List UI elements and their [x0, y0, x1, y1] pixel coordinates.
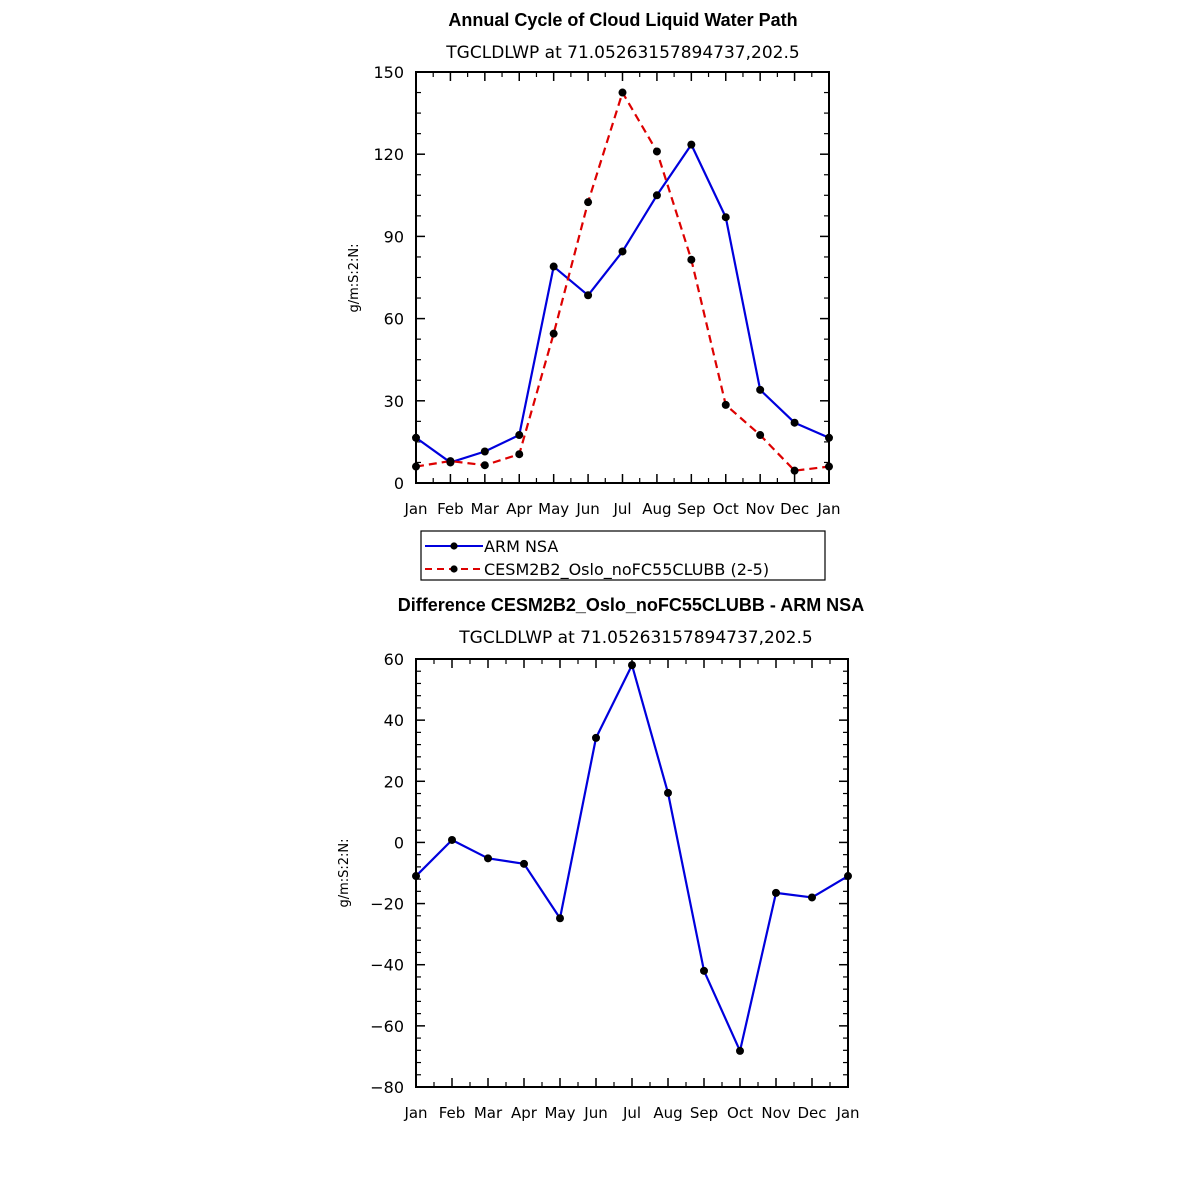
plot-frame [416, 659, 848, 1087]
data-point-0 [736, 1047, 744, 1055]
x-tick-label: Jun [576, 500, 600, 518]
legend-label-arm: ARM NSA [484, 537, 559, 556]
data-point-0 [481, 447, 489, 455]
data-point-0 [412, 872, 420, 880]
legend-marker-cesm [450, 565, 457, 572]
data-point-1 [481, 461, 489, 469]
x-tick-label: Oct [727, 1104, 753, 1122]
data-point-0 [653, 191, 661, 199]
legend-label-cesm: CESM2B2_Oslo_noFC55CLUBB (2-5) [484, 560, 770, 579]
data-point-0 [584, 291, 592, 299]
x-tick-label: Aug [642, 500, 672, 518]
data-point-0 [515, 431, 523, 439]
x-tick-label: Jan [404, 500, 428, 518]
data-point-1 [515, 450, 523, 458]
data-point-0 [825, 434, 833, 442]
data-point-0 [412, 434, 420, 442]
x-tick-label: Dec [780, 500, 810, 518]
difference-panel [337, 595, 864, 1122]
data-point-0 [619, 247, 627, 255]
y-tick-label: 40 [383, 711, 404, 731]
x-tick-label: May [544, 1104, 576, 1122]
y-tick-label: −60 [370, 1016, 404, 1036]
x-tick-label: Jan [817, 500, 841, 518]
y-tick-label: 120 [373, 145, 404, 165]
y-tick-label: 60 [383, 650, 404, 669]
x-tick-label: May [538, 500, 570, 518]
x-tick-label: Jul [613, 500, 632, 518]
x-tick-label: Sep [689, 1104, 719, 1122]
data-point-0 [550, 263, 558, 271]
x-tick-label: Jul [622, 1104, 642, 1122]
x-tick-label: Feb [437, 500, 464, 518]
y-tick-label: 150 [373, 63, 404, 82]
x-tick-label: Apr [506, 500, 533, 518]
data-point-0 [687, 141, 695, 149]
data-point-0 [484, 854, 492, 862]
data-point-0 [808, 893, 816, 901]
x-tick-label: Feb [438, 1104, 466, 1122]
series-line-1 [416, 93, 829, 471]
chart-title: Annual Cycle of Cloud Liquid Water Path [448, 10, 798, 30]
data-point-0 [772, 889, 780, 897]
y-tick-label: −40 [370, 955, 404, 975]
data-point-1 [825, 463, 833, 471]
x-tick-label: Aug [653, 1104, 683, 1122]
data-point-0 [844, 872, 852, 880]
x-tick-label: Mar [470, 500, 499, 518]
data-point-0 [556, 914, 564, 922]
legend [421, 531, 825, 580]
plot-frame [416, 72, 829, 483]
data-point-1 [791, 467, 799, 475]
data-point-1 [687, 256, 695, 264]
x-tick-label: Jun [584, 1104, 608, 1122]
legend-marker-arm [450, 542, 457, 549]
x-tick-label: Nov [761, 1104, 791, 1122]
data-point-1 [722, 401, 730, 409]
x-tick-label: Mar [473, 1104, 503, 1122]
x-tick-label: Sep [677, 500, 706, 518]
y-tick-label: 0 [393, 833, 404, 853]
plot-area [370, 650, 859, 1122]
data-point-0 [628, 661, 636, 669]
data-point-1 [446, 457, 454, 465]
y-tick-label: 30 [383, 391, 404, 411]
series-line-0 [416, 145, 829, 463]
plot-area [373, 63, 840, 518]
data-point-1 [756, 431, 764, 439]
chart-title: Difference CESM2B2_Oslo_noFC55CLUBB - ARM NSA [397, 595, 865, 615]
x-tick-label: Jan [404, 1104, 428, 1122]
data-point-0 [448, 836, 456, 844]
data-point-1 [619, 89, 627, 97]
data-point-0 [520, 860, 528, 868]
y-tick-label: 0 [393, 474, 404, 493]
x-tick-label: Dec [797, 1104, 827, 1122]
data-point-0 [791, 419, 799, 427]
y-tick-label: 90 [383, 227, 404, 247]
x-tick-label: Oct [712, 500, 739, 518]
x-tick-label: Apr [511, 1104, 537, 1122]
x-tick-label: Jan [836, 1104, 860, 1122]
data-point-1 [550, 330, 558, 338]
data-point-0 [756, 386, 764, 394]
series-line-0 [416, 665, 848, 1051]
y-axis-label: g/m:S:2:N: [337, 838, 352, 908]
data-point-0 [722, 213, 730, 221]
data-point-1 [584, 198, 592, 206]
chart-subtitle: TGCLDLWP at 71.05263157894737,202.5 [459, 628, 813, 648]
data-point-0 [592, 734, 600, 742]
y-axis-label: g/m:S:2:N: [347, 243, 362, 313]
data-point-0 [700, 967, 708, 975]
data-point-0 [664, 789, 672, 797]
y-tick-label: 60 [383, 309, 404, 329]
y-tick-label: −20 [370, 894, 404, 914]
annual-cycle-panel [347, 10, 841, 518]
data-point-1 [653, 147, 661, 155]
chart-subtitle: TGCLDLWP at 71.05263157894737,202.5 [446, 43, 800, 63]
y-tick-label: 20 [383, 772, 404, 792]
y-tick-label: −80 [370, 1078, 404, 1097]
data-point-1 [412, 463, 420, 471]
x-tick-label: Nov [745, 500, 775, 518]
